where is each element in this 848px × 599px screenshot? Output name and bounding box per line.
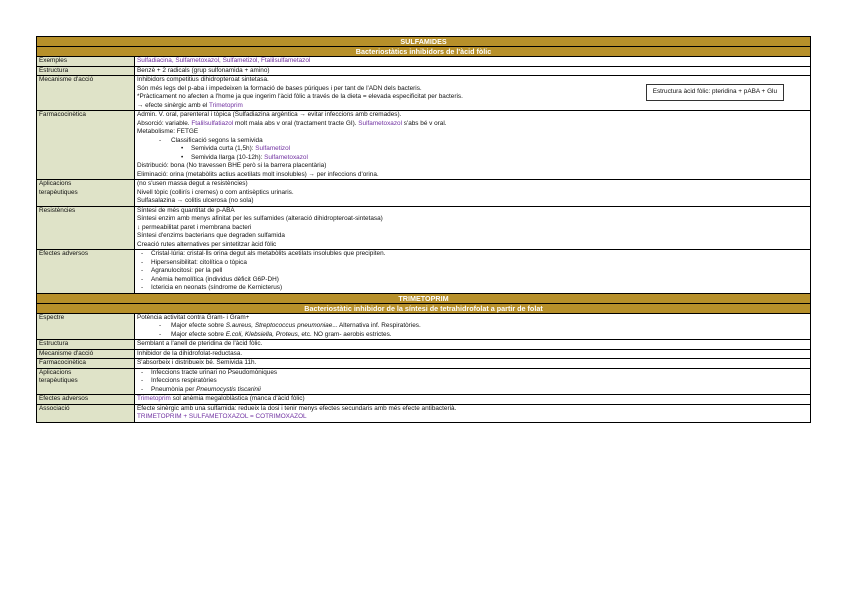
resist-cell: [135, 206, 811, 250]
row-adv: [37, 250, 811, 294]
adv-list-item: - Anèmia hemolítica (individus dèficit G6P-DH): [137, 276, 808, 285]
text-run: , etc. NO gram- aerobis estrictes.: [297, 330, 392, 338]
adv-list-item: - Cristal·lúria: cristal·lls orina degut als metabòlits acetilats insolubles que precipiten.: [137, 250, 808, 259]
trim-estructura-text: Semblant a l'anell de pteridina de l'àcid fòlic.: [135, 340, 811, 350]
mecanisme-cell: [135, 76, 811, 111]
sulf-subtitle: Bacteriostàtics inhibidors de l'àcid fòlic: [37, 47, 811, 57]
sulf-title-row: [37, 37, 811, 47]
label-farma: Farmacocinètica: [37, 111, 135, 180]
sulf-subtitle-row: [37, 47, 811, 57]
row-exemples: [37, 57, 811, 67]
summary-sheet: [36, 36, 810, 423]
resist-line: Síntesi enzim amb menys afinitat per les sulfamides (alteració dihidropteroat-sintetasa): [137, 215, 383, 222]
text-run: Semivida llarga (10-12h):: [191, 153, 265, 161]
adv-list-item: - Ictericia en neonats (síndrome de Kernicterus): [137, 284, 808, 293]
text-run: ... Alternativa inf. Respiratòries.: [332, 322, 421, 329]
farma-list-item: [137, 154, 808, 163]
label-trim-estructura: Estructura: [37, 340, 135, 350]
row-trim-mecanisme: [37, 349, 811, 359]
farma-line: [137, 120, 808, 129]
farma-list-item: - Classificació segons la semivida: [137, 137, 808, 146]
label-trim-mecanisme: Mecanisme d'acció: [37, 349, 135, 359]
espectre-cell: [135, 313, 811, 340]
drug-name: Sulfametoxazol: [358, 119, 402, 127]
trim-mecanisme-text: Inhibidor de la dihidrofolat-reductasa.: [135, 349, 811, 359]
mecanisme-line: Són més legs del p-aba i impedeixen la formació de bases púriques i per tant de l'ADN dels bacteris.: [137, 84, 422, 92]
trim-aplic-list-item: [137, 386, 808, 395]
label-line: terapèutiques: [39, 377, 78, 384]
row-farma: [37, 111, 811, 180]
adv-list-item: - Hipersensibilitat: citolítica o tòpica: [137, 259, 808, 268]
text-run: sol anèmia megaloblàstica (manca d'àcid fòlic): [170, 395, 305, 402]
row-trim-estructura: [37, 340, 811, 350]
text-run: Major efecte sobre: [171, 330, 226, 338]
label-line: terapèutiques: [39, 188, 78, 196]
espectre-list-item: [137, 322, 808, 331]
label-trim-adv: Efectes adversos: [37, 395, 135, 405]
row-estructura: [37, 66, 811, 76]
text-run: Semivida curta (1,5h):: [191, 145, 256, 152]
label-estructura: Estructura: [37, 66, 135, 76]
drug-name: Sulfametoxazol: [264, 153, 308, 161]
trim-title-row: [37, 293, 811, 303]
row-resist: [37, 206, 811, 250]
label-line: Aplicacions: [39, 368, 72, 376]
drug-name: Ftalilsulfatiazol: [191, 119, 234, 127]
mecanisme-line: *Pràcticament no afecten a l'home ja que ingerim l'àcid fòlic a través de la dieta = elevada especificitat per bacteris.: [137, 93, 463, 100]
text-run: Absorció: variable.: [137, 119, 192, 127]
label-adv: Efectes adversos: [37, 250, 135, 294]
aplic-line: Sulfasalazina → colitis ulcerosa (no sola): [137, 197, 254, 204]
species-names: E.coli, Klebsiella, Proteus: [225, 330, 298, 338]
exemples-text: Sulfadiacina, Sulfametoxazol, Sulfametizol, Ftalilsulfametazol: [135, 57, 811, 67]
species-names: Pneumocystis tiscarinii: [196, 385, 261, 393]
farma-list-item: [137, 145, 808, 154]
farma-line: Distribució: bona (No travessen BHE però si la barrera placentària): [137, 162, 327, 169]
farma-line: Admin. V. oral, parenteral i tòpica (Sulfadiazina argèntica → evitar infeccions amb cremades).: [137, 111, 402, 118]
label-trim-aplic: [37, 368, 135, 395]
row-aplic: [37, 180, 811, 207]
row-mecanisme: [37, 76, 811, 111]
espectre-line: Potència activitat contra Gram- i Gram+: [137, 313, 250, 321]
label-line: Aplicacions: [39, 180, 72, 187]
label-exemples: Exemples: [37, 57, 135, 67]
farma-line: Eliminació: orina (metabòlits actius acetilats molt insolubles) → per infeccions d'orina.: [137, 170, 379, 178]
trim-aplic-cell: [135, 368, 811, 395]
row-espectre: [37, 313, 811, 340]
cotrimoxazol-formula: TRIMETOPRIM + SULFAMETOXAZOL = COTRIMOXAZOL: [137, 413, 307, 420]
assoc-cell: [135, 404, 811, 422]
trim-adv-cell: [135, 395, 811, 405]
text-run: s'abs bé v oral.: [402, 119, 447, 127]
trim-farma-text: S'absorbeix i distribueix bé. Semivida 11h.: [135, 359, 811, 369]
resist-line: ↓ permeabilitat paret i membrana bacteri: [137, 223, 252, 231]
assoc-line: Efecte sinèrgic amb una sulfamida: redueix la dosi i tenir menys efectes secundaris amb més efecte antibacterià.: [137, 404, 457, 412]
trim-title: TRIMETOPRIM: [37, 293, 811, 303]
pharmacology-table: [36, 36, 811, 423]
text-run: molt mala abs v oral (tractament tracte GI).: [233, 119, 359, 127]
farma-line: Metabolisme: FETGE: [137, 128, 199, 135]
species-names: S.aureus, Streptococcus pneumoniae: [225, 322, 333, 329]
label-espectre: Espectre: [37, 313, 135, 340]
drug-name: Sulfametizol: [255, 145, 291, 152]
resist-line: Síntesi de més quantitat de p-ABA: [137, 206, 235, 214]
aplic-line: (no s'usen massa degut a resistències): [137, 180, 248, 187]
resist-line: Creació rutes alternatives per sintetitzar àcid fòlic: [137, 240, 277, 248]
row-assoc: [37, 404, 811, 422]
label-mecanisme: Mecanisme d'acció: [37, 76, 135, 111]
row-trim-adv: [37, 395, 811, 405]
text-run: → efecte sinèrgic amb el: [137, 101, 209, 109]
label-trim-farma: Farmacocinètica: [37, 359, 135, 369]
aplic-cell: [135, 180, 811, 207]
espectre-list-item: [137, 331, 808, 340]
row-trim-farma: [37, 359, 811, 369]
aplic-line: Nivell tòpic (collirís i cremes) o com antisèptics urinaris.: [137, 188, 294, 196]
mecanisme-line: Inhibidors competitius dihidropteroat sintetasa.: [137, 76, 269, 83]
drug-name: Trimetoprim: [209, 101, 243, 109]
trim-aplic-list-item: - Infeccions respiratòries: [137, 377, 808, 386]
drug-name: Trimetoprim: [137, 395, 171, 402]
resist-line: Síntesi d'enzims bacterians que degraden sulfamida: [137, 232, 285, 239]
folic-acid-structure-note: Estructura àcid fòlic: pteridina + pABA + Glu: [646, 84, 784, 101]
adv-list-item: - Agranulocitosi: per la pell: [137, 267, 808, 276]
label-resist: Resistències: [37, 206, 135, 250]
trim-aplic-list-item: - Infeccions tracte urinari no Pseudomòniques: [137, 369, 808, 378]
farma-cell: [135, 111, 811, 180]
mecanisme-line: [137, 102, 808, 111]
sulf-title: SULFAMIDES: [37, 37, 811, 47]
text-run: Pneumònia per: [151, 385, 197, 393]
estructura-text: Benzè + 2 radicals (grup sulfonamida + amino): [135, 66, 811, 76]
trim-subtitle-row: [37, 303, 811, 313]
label-assoc: Associació: [37, 404, 135, 422]
text-run: Major efecte sobre: [171, 322, 226, 329]
adv-cell: [135, 250, 811, 294]
row-trim-aplic: [37, 368, 811, 395]
trim-subtitle: Bacteriostàtic inhibidor de la síntesi de tetrahidrofolat a partir de folat: [37, 303, 811, 313]
label-aplic: [37, 180, 135, 207]
